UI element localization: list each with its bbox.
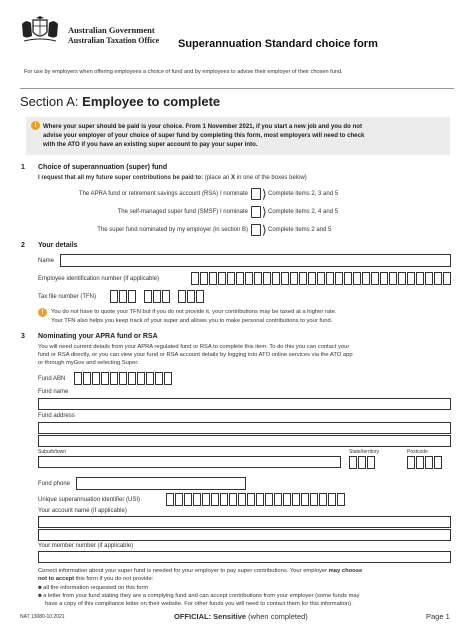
form-title: Superannuation Standard choice form — [178, 38, 378, 50]
bracket-icon: ⟩ — [262, 223, 267, 237]
section-a-heading — [20, 94, 220, 109]
state-label: State/territory — [349, 449, 380, 455]
q2-number: 2 — [21, 242, 25, 249]
notice-box — [26, 117, 450, 155]
tfn-field-part-1[interactable] — [110, 290, 136, 303]
usi-field[interactable] — [166, 493, 345, 506]
gov-name: Australian Government — [68, 25, 155, 35]
form-code: NAT 13080-10.2021 — [20, 614, 65, 620]
divider — [20, 88, 454, 89]
state-field[interactable] — [349, 456, 375, 469]
option-label-employer: The super fund nominated by my employer (in section B) — [97, 227, 248, 233]
q3-title: Nominating your APRA fund or RSA — [38, 333, 158, 340]
fund-address-line-1[interactable] — [38, 422, 451, 434]
q1-instruction: I request that all my future super contributions be paid to: (place an X in one of the boxes below) — [38, 175, 307, 181]
notice-line-2: advise your employer of your choice of super fund by completing this form, most employers will need to check — [43, 132, 365, 139]
tfn-note-1: You do not have to quote your TFN but if you do not provide it, your contributions may be taxed at a higher rate. — [51, 309, 337, 315]
q3-number: 3 — [21, 333, 25, 340]
info-icon: ! — [38, 308, 47, 317]
option-label-smsf: The self-managed super fund (SMSF) I nominate — [117, 209, 248, 215]
postcode-field[interactable] — [407, 456, 442, 469]
fund-name-field[interactable] — [38, 398, 451, 410]
usi-label: Unique superannuation identifier (USI) — [38, 497, 141, 503]
bracket-icon: ⟩ — [262, 187, 267, 201]
option-note-employer: Complete items 2 and 5 — [268, 227, 332, 233]
q1-title: Choice of superannuation (super) fund — [38, 164, 168, 171]
ato-crest-logo — [18, 16, 62, 46]
tfn-field-part-2[interactable] — [144, 290, 170, 303]
q1-number: 1 — [21, 164, 25, 171]
account-name-label: Your account name (if applicable) — [38, 508, 127, 514]
fund-name-label: Fund name — [38, 389, 69, 395]
account-name-field-2[interactable] — [38, 529, 451, 541]
tfn-note-2: Your TFN also helps you keep track of your super and allows you to make personal contributions to your fund. — [51, 318, 333, 324]
correct-info-line-2: not to accept this form if you do not provide: — [38, 576, 154, 582]
warning-icon: ! — [31, 121, 40, 130]
q2-title: Your details — [38, 242, 78, 249]
fund-address-line-2[interactable] — [38, 435, 451, 447]
abn-field[interactable] — [74, 372, 172, 385]
option-note-smsf: Complete items 2, 4 and 5 — [268, 209, 339, 215]
notice-line-1: Where your super should be paid is your choice. From 1 November 2021, if you start a new job and you do not — [43, 123, 362, 130]
option-note-apra: Complete items 2, 3 and 5 — [268, 191, 339, 197]
option-label-apra: The APRA fund or retirement savings account (RSA) I nominate — [78, 191, 248, 197]
option-checkbox-apra[interactable] — [251, 188, 261, 200]
abn-label: Fund ABN — [38, 376, 66, 382]
ato-name: Australian Taxation Office — [68, 36, 160, 45]
postcode-label: Postcode — [407, 449, 428, 455]
classification: OFFICIAL: Sensitive (when completed) — [174, 612, 308, 621]
account-name-field-1[interactable] — [38, 516, 451, 528]
bullet-icon: ■ — [38, 593, 44, 599]
option-checkbox-employer[interactable] — [251, 224, 261, 236]
intro-text: For use by employers when offering employees a choice of fund and by employees to advise their employer of their chosen fund. — [24, 69, 343, 75]
section-a-prefix: Section A: — [20, 94, 79, 109]
name-label: Name — [38, 258, 55, 264]
bullet-icon: ■ — [38, 585, 44, 591]
member-number-field[interactable] — [38, 551, 451, 563]
fund-phone-field[interactable] — [76, 477, 246, 490]
notice-line-3: with the ATO if you have an existing super account to pay your super into. — [43, 141, 258, 148]
bullet-1: ■ all the information requested on this form — [38, 585, 149, 591]
fund-phone-label: Fund phone — [38, 481, 71, 487]
fund-address-label: Fund address — [38, 413, 75, 419]
bracket-icon: ⟩ — [262, 205, 267, 219]
bullet-2-cont: have a copy of this compliance letter on their website. For other funds you will need to contact them for this information). — [45, 601, 353, 607]
eid-field[interactable] — [191, 272, 451, 285]
correct-info-line-1: Correct information about your super fund is needed for your employer to pay super contributions. Your employer may choose — [38, 568, 363, 574]
q3-desc-1: You will need current details from your APRA regulated fund or RSA to complete this item. To do this you can contact your — [38, 344, 350, 350]
suburb-field[interactable] — [38, 456, 341, 468]
suburb-label: Suburb/town — [38, 449, 67, 455]
eid-label: Employee identification number (if applicable) — [38, 276, 160, 282]
member-number-label-visible: Your member number (if applicable) — [38, 543, 134, 549]
section-a-title: Employee to complete — [82, 94, 221, 109]
name-field[interactable] — [60, 254, 451, 267]
q3-desc-3: or through myGov and selecting Super. — [38, 360, 139, 366]
tfn-label: Tax file number (TFN) — [38, 294, 97, 300]
tfn-field-part-3[interactable] — [178, 290, 204, 303]
q3-desc-2: fund or RSA directly, or you can view your fund or RSA account details by logging into ATO online services via the ATO app — [38, 352, 353, 358]
option-checkbox-smsf[interactable] — [251, 206, 261, 218]
bullet-2: ■ a letter from your fund stating they are a complying fund and can accept contributions from your employer (some funds may — [38, 593, 360, 599]
page-number: Page 1 — [426, 612, 450, 621]
